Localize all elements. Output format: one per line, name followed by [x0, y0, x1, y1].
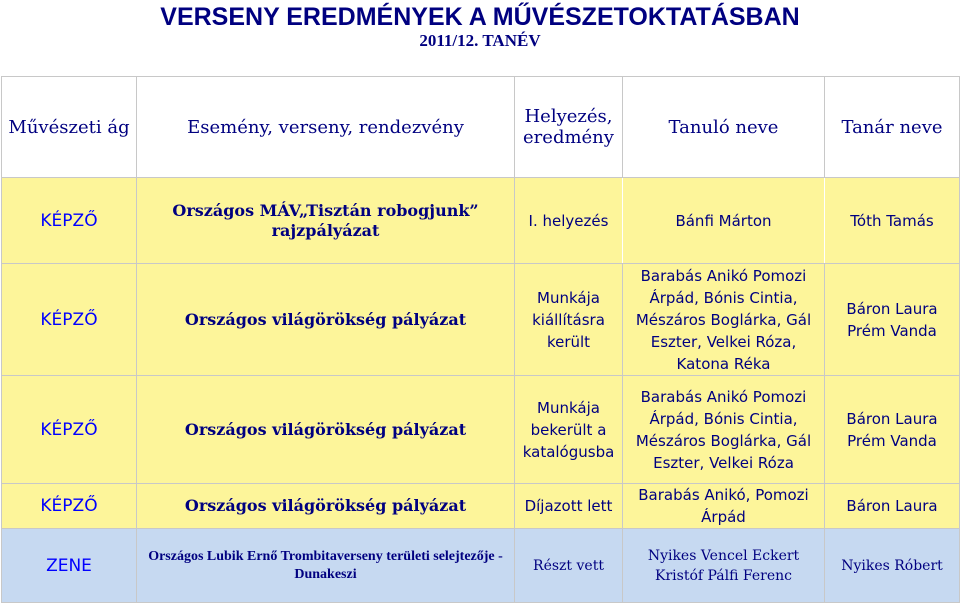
student-cell: Barabás Anikó, Pomozi Árpád: [623, 484, 825, 529]
results-table: [1, 76, 960, 603]
branch-cell: KÉPZŐ: [2, 264, 137, 376]
teacher-cell: Báron Laura Prém Vanda: [825, 264, 960, 376]
branch-cell: KÉPZŐ: [2, 484, 137, 529]
event-cell: Országos világörökség pályázat: [137, 484, 515, 529]
header-student: Tanuló neve: [623, 77, 825, 178]
result-cell: Munkája kiállításra került: [515, 264, 623, 376]
student-cell: Barabás Anikó Pomozi Árpád, Bónis Cintia, Mészáros Boglárka, Gál Eszter, Velkei Róza: [623, 376, 825, 484]
table-row: [2, 376, 960, 484]
table-row: [2, 264, 960, 376]
header-event: Esemény, verseny, rendezvény: [137, 77, 515, 178]
event-cell: Országos MÁV„Tisztán robogjunk” rajzpályázat: [137, 178, 515, 264]
event-cell: Országos világörökség pályázat: [137, 376, 515, 484]
result-cell: Részt vett: [515, 529, 623, 603]
school-year: 2011/12. TANÉV: [419, 31, 541, 50]
table-row: [2, 178, 960, 264]
header-teacher: Tanár neve: [825, 77, 960, 178]
result-cell: Díjazott lett: [515, 484, 623, 529]
table-row: [2, 529, 960, 603]
branch-cell: KÉPZŐ: [2, 178, 137, 264]
result-cell: Munkája bekerült a katalógusba: [515, 376, 623, 484]
table-row: [2, 484, 960, 529]
header-row: [2, 77, 960, 178]
document-title: [0, 2, 960, 50]
branch-cell: ZENE: [2, 529, 137, 603]
branch-cell: KÉPZŐ: [2, 376, 137, 484]
header-result: Helyezés, eredmény: [515, 77, 623, 178]
student-cell: Barabás Anikó Pomozi Árpád, Bónis Cintia, Mészáros Boglárka, Gál Eszter, Velkei Róza, Katona Réka: [623, 264, 825, 376]
result-cell: I. helyezés: [515, 178, 623, 264]
teacher-cell: Tóth Tamás: [825, 178, 960, 264]
teacher-cell: Nyikes Róbert: [825, 529, 960, 603]
event-cell: Országos Lubik Ernő Trombitaverseny területi selejtezője - Dunakeszi: [137, 529, 515, 603]
teacher-cell: Báron Laura: [825, 484, 960, 529]
student-cell: Bánfi Márton: [623, 178, 825, 264]
teacher-cell: Báron Laura Prém Vanda: [825, 376, 960, 484]
header-branch: Művészeti ág: [2, 77, 137, 178]
main-title: VERSENY EREDMÉNYEK A MŰVÉSZETOKTATÁSBAN: [160, 3, 800, 31]
student-cell: Nyikes Vencel Eckert Kristóf Pálfi Ferenc: [623, 529, 825, 603]
event-cell: Országos világörökség pályázat: [137, 264, 515, 376]
